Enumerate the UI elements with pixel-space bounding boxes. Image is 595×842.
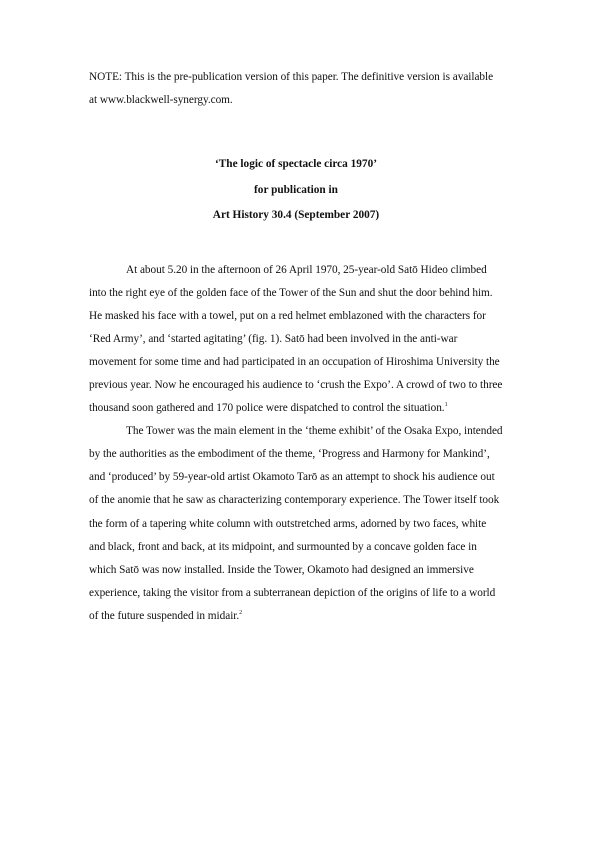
body-text <box>89 259 503 628</box>
paper-title: ‘The logic of spectacle circa 1970’ <box>215 158 377 170</box>
notice-text: NOTE: This is the pre-publication version of this paper. The definitive version is available at www.blackwell-synergy.com. <box>89 71 494 107</box>
paragraph-text: At about 5.20 in the afternoon of 26 April 1970, 25-year-old Satō Hideo climbed into the right eye of the golden face of the Tower of the Sun and shut the door behind him. He masked his face with a towel, put on a red helmet emblazoned with the characters for ‘Red Army’, and ‘started agitating’ (fig. 1). Satō had been involved in the anti-war movement for some time and had participated in an occupation of Hiroshima University the previous year. Now he encouraged his audience to ‘crush the Expo’. A crowd of two to three thousand soon gathered and 170 police were dispatched to control the situation. <box>89 264 503 415</box>
paragraph <box>89 259 503 420</box>
footnote-marker[interactable]: 2 <box>239 609 243 616</box>
journal-reference: Art History 30.4 (September 2007) <box>212 209 380 221</box>
paragraph <box>89 420 503 627</box>
publication-note: for publication in <box>254 183 338 196</box>
paper-title-block <box>89 152 503 229</box>
footnote-marker[interactable]: 1 <box>444 402 448 409</box>
paragraph-text: The Tower was the main element in the ‘theme exhibit’ of the Osaka Expo, intended by the authorities as the embodiment of the theme, ‘Progress and Harmony for Mankind’, and ‘produced’ by 59-year-old artist Okamoto Tarō as an attempt to shock his audience out of the anomie that he saw as characterizing contemporary experience. The Tower itself took the form of a tapering white column with outstretched arms, adorned by two faces, white and black, front and back, at its midpoint, and surmounted by a concave golden face in which Satō was now installed. Inside the Tower, Okamoto had designed an immersive experience, taking the visitor from a subterranean depiction of the origins of life to a world of the future suspended in midair. <box>89 425 503 622</box>
pre-publication-notice <box>89 66 503 112</box>
